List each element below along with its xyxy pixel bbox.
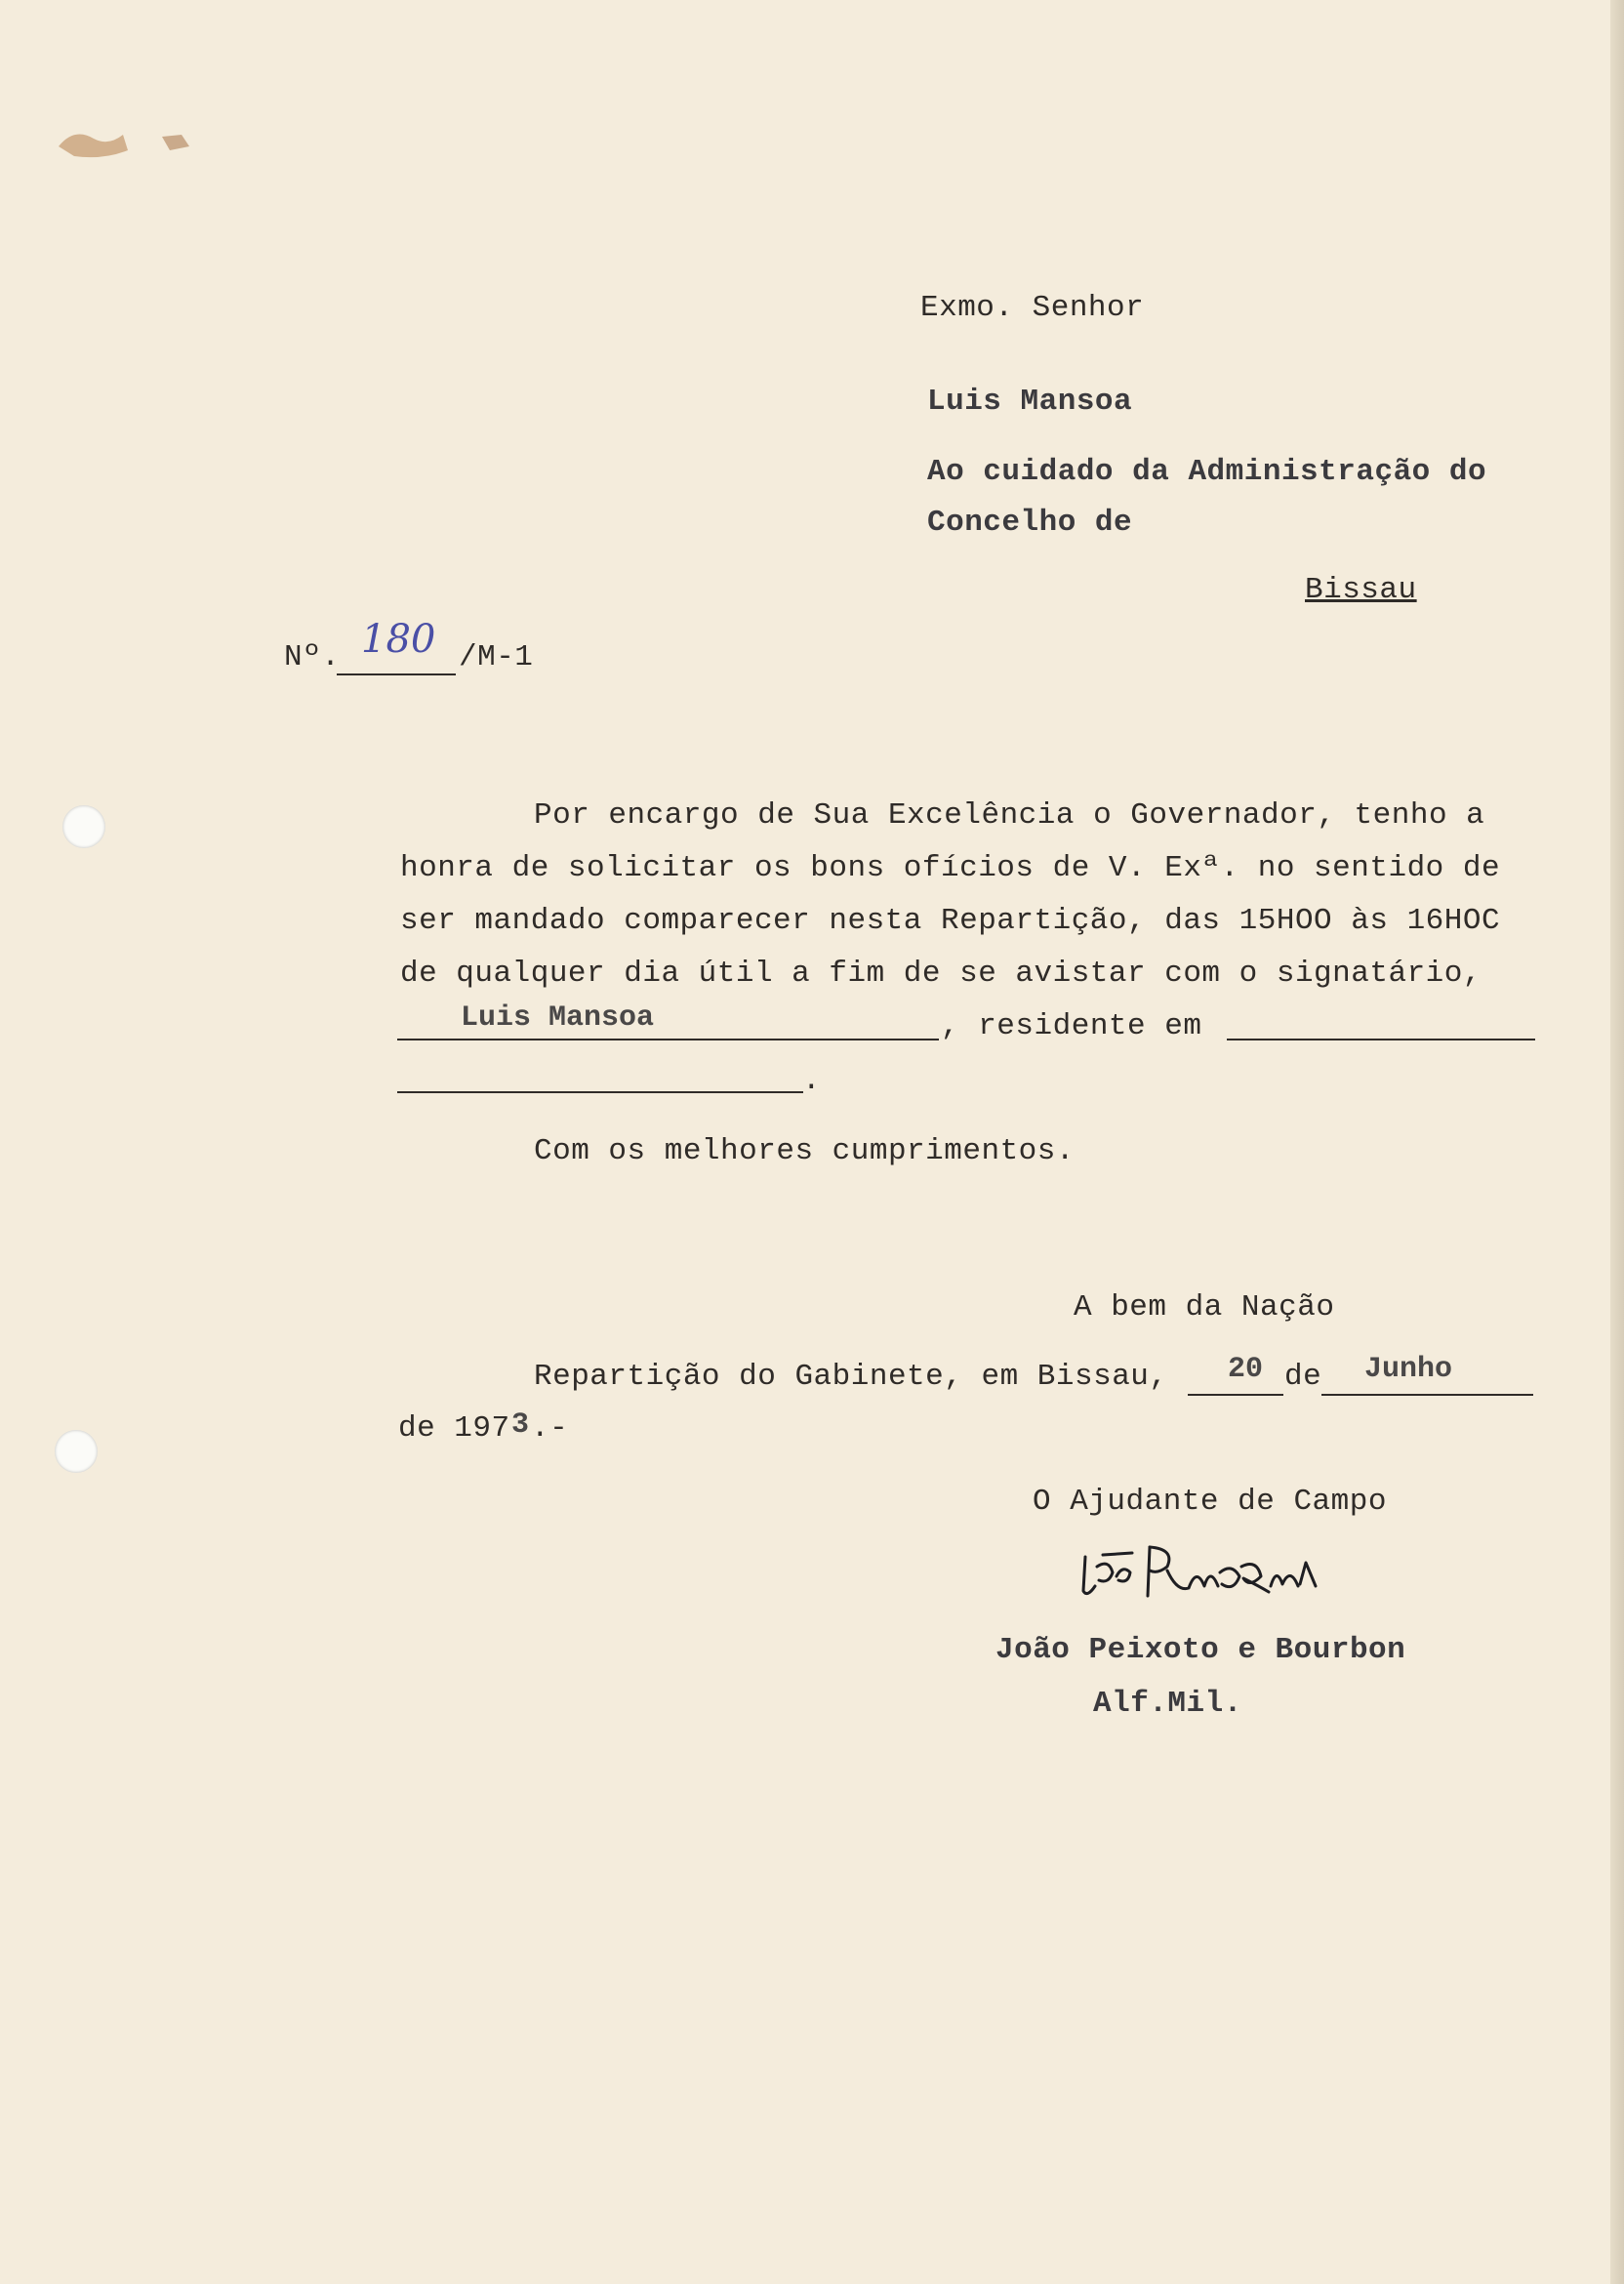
date-month: Junho <box>1364 1353 1453 1386</box>
reference-number: 180 <box>361 617 436 662</box>
care-of-line-2: Concelho de <box>927 506 1133 540</box>
reference-prefix: Nº. <box>284 640 341 674</box>
care-of-line-1: Ao cuidado da Administração do <box>927 455 1487 489</box>
date-day: 20 <box>1228 1353 1264 1386</box>
paper-edge <box>1610 0 1624 2284</box>
year-prefix: de 197 <box>398 1411 510 1446</box>
signer-rank: Alf.Mil. <box>1093 1687 1242 1721</box>
body-line-4: de qualquer dia útil a fim de se avistar com o signatário, <box>400 957 1482 991</box>
place-prefix: Repartição do Gabinete, em Bissau, <box>534 1360 1168 1394</box>
handwritten-signature <box>1074 1537 1327 1615</box>
residence-underline <box>1227 1039 1535 1040</box>
day-underline <box>1188 1394 1283 1396</box>
punch-hole-upper <box>62 805 105 848</box>
person-name-fill: Luis Mansoa <box>461 1001 655 1035</box>
month-underline <box>1321 1394 1533 1396</box>
motto: A bem da Nação <box>1074 1290 1335 1325</box>
year-digit: 3 <box>511 1408 530 1442</box>
signer-name: João Peixoto e Bourbon <box>995 1633 1406 1667</box>
period: . <box>802 1064 822 1098</box>
reference-underline <box>337 673 456 675</box>
city: Bissau <box>1305 573 1417 607</box>
punch-hole-lower <box>55 1430 98 1473</box>
de-label: de <box>1284 1360 1322 1394</box>
closing: Com os melhores cumprimentos. <box>534 1134 1075 1168</box>
person-name-underline <box>397 1039 939 1040</box>
salutation: Exmo. Senhor <box>920 291 1145 325</box>
residente-label: , residente em <box>941 1009 1202 1043</box>
signer-role: O Ajudante de Campo <box>1033 1485 1387 1519</box>
year-end: .- <box>531 1411 569 1446</box>
residence-underline-2 <box>397 1091 803 1093</box>
body-line-1: Por encargo de Sua Excelência o Governador, tenho a <box>534 798 1485 833</box>
recipient-name: Luis Mansoa <box>927 385 1133 419</box>
paper-tear-mark <box>55 117 201 166</box>
body-line-3: ser mandado comparecer nesta Repartição, das 15HOO às 16HOC <box>400 904 1501 938</box>
body-line-2: honra de solicitar os bons ofícios de V. Exª. no sentido de <box>400 851 1501 885</box>
reference-suffix: /M-1 <box>459 640 534 674</box>
